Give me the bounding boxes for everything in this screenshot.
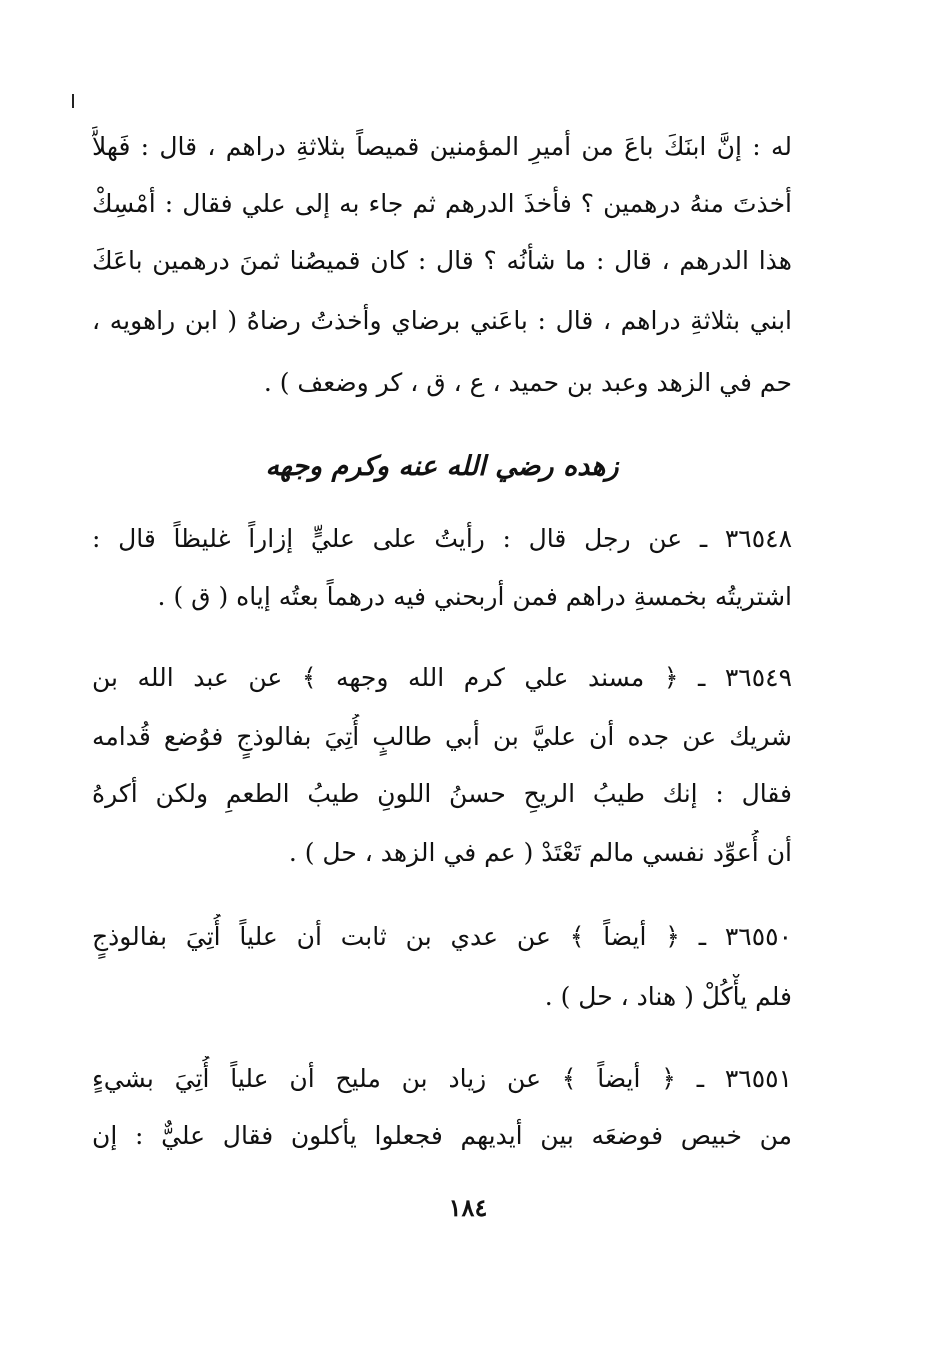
text-line: ٣٦٥٤٨ ـ عن رجل قال : رأيتُ على عليٍّ إزاراً غليظاً قال : [92, 524, 792, 553]
text-line: من خبيص فوضعَه بين أيديهم فجعلوا يأكلون فقال عليٌّ : إن [92, 1121, 792, 1150]
text-line: ابني بثلاثةِ دراهم ، قال : باعَني برضاي وأخذتُ رضاهُ ( ابن راهويه ، [92, 306, 792, 335]
text-line: ٣٦٥٥١ ـ ﴿ أيضاً ﴾ عن زياد بن مليح أن علياً أُتِيَ بشيءٍ [92, 1064, 792, 1093]
text-line: أن أُعوِّد نفسي مالم تَعْتَدْ ( عم في الزهد ، حل ) . [288, 838, 792, 867]
text-line: اشتريتُه بخمسةِ دراهم فمن أربحني فيه درهماً بعتُه إياه ( ق ) . [157, 582, 792, 611]
text-line: حم في الزهد وعبد بن حميد ، ع ، ق ، كر وضعف ) . [263, 368, 792, 397]
text-line: ٣٦٥٤٩ ـ ﴿ مسند علي كرم الله وجهه ﴾ عن عبد الله بن [92, 663, 792, 692]
section-heading: زهده رضي الله عنه وكرم وجهه [265, 451, 619, 482]
text-line: فلم يأْكُلْ ( هناد ، حل ) . [544, 982, 792, 1011]
text-line: أخذتَ منهُ درهمين ؟ فأخذَ الدرهم ثم جاء به إلى علي فقال : أمْسِكْ [92, 189, 792, 218]
text-line: شريك عن جده أن عليَّ بن أبي طالبٍ أُتِيَ بفالوذجٍ فوُضع قُدامه [92, 722, 792, 751]
text-line: له : إنَّ ابنَكَ باعَ من أميرِ المؤمنين قميصاً بثلاثةِ دراهم ، قال : فَهلاَّ [92, 132, 792, 161]
corner-mark [72, 94, 74, 108]
text-line: ٣٦٥٥٠ ـ ﴿ أيضاً ﴾ عن عدي بن ثابت أن علياً أُتِيَ بفالوذجٍ [92, 922, 792, 951]
text-line: هذا الدرهم ، قال : ما شأنُه ؟ قال : كان قميصُنا ثمنَ درهمين باعَكَ [92, 246, 792, 275]
text-line: فقال : إنك طيبُ الريحِ حسنُ اللونِ طيبُ الطعمِ ولكن أكرهُ [92, 779, 792, 808]
page-number: ١٨٤ [448, 1193, 488, 1222]
